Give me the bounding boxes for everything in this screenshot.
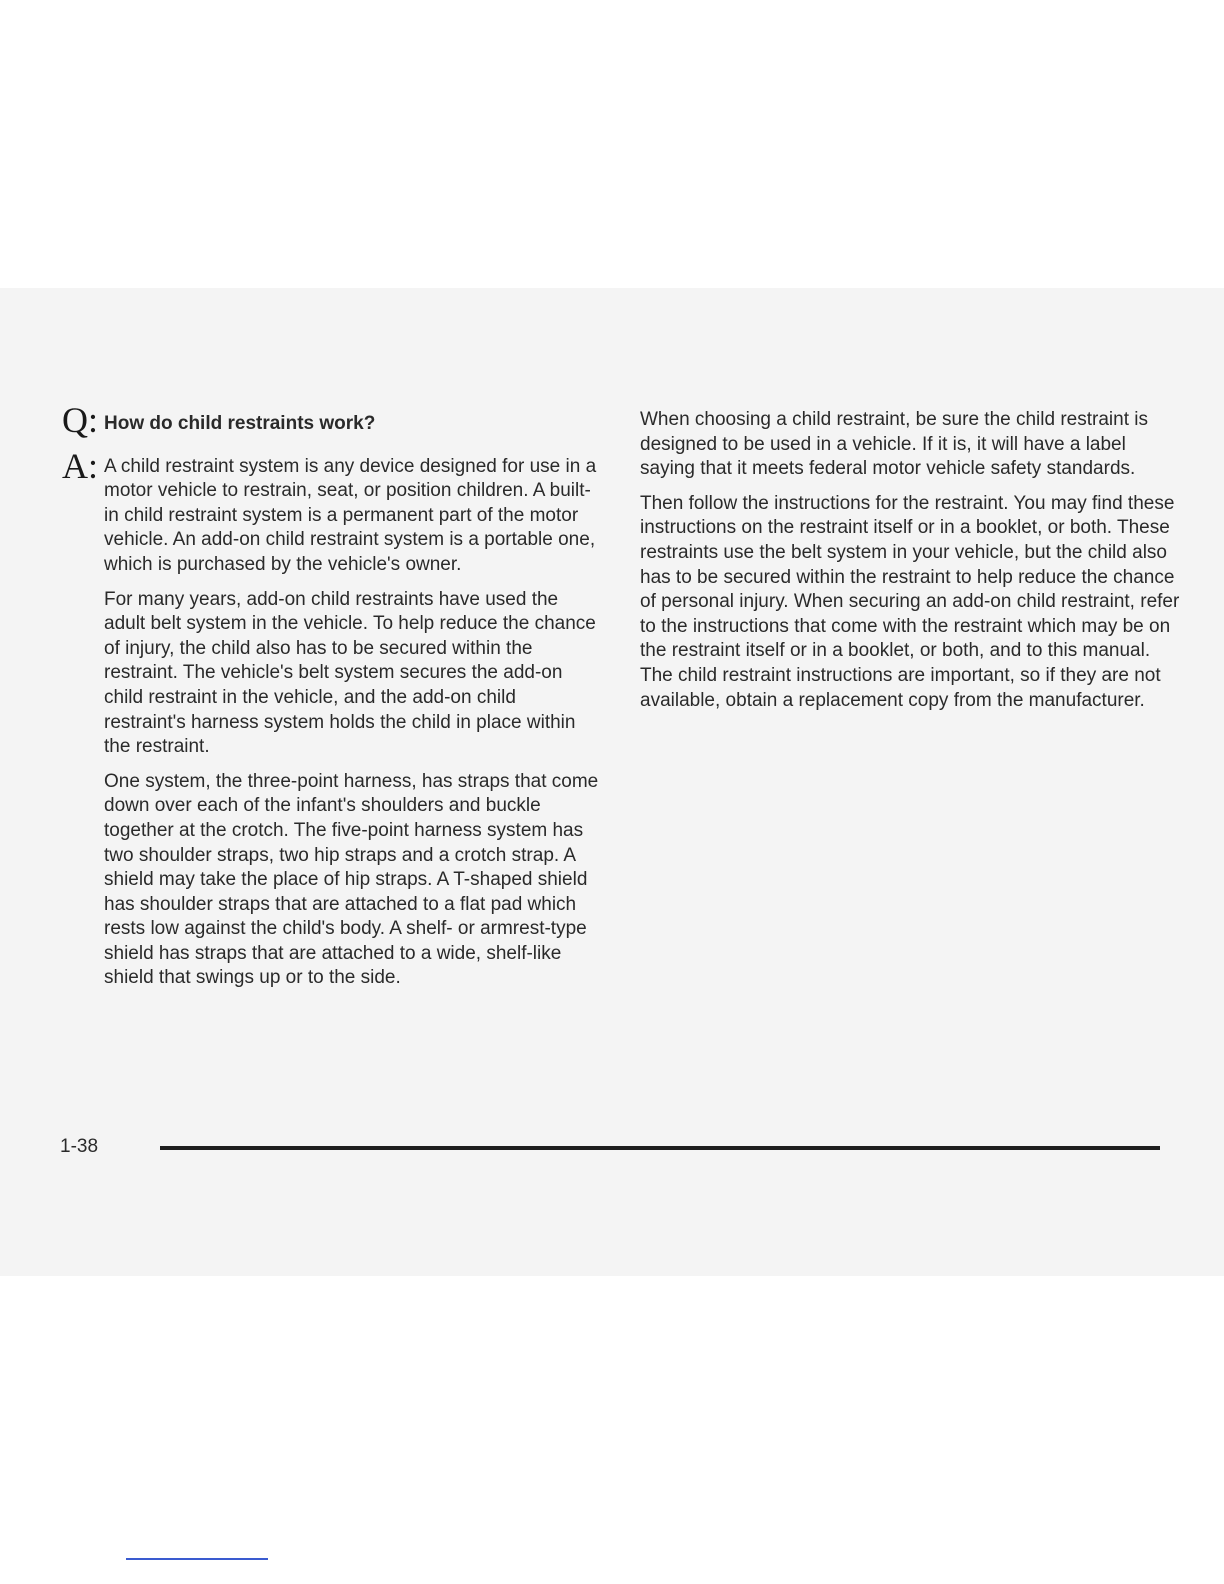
answer-paragraph-1: A child restraint system is any device designed for use in a motor vehicle to restrain, seat, or position children. A built-in child restraint system is a permanent part of the motor vehicle. An add-on child restraint system is a portable one, which is purchased by the vehicle's owner.: [104, 455, 597, 575]
footer-divider: [160, 1146, 1160, 1150]
answer-paragraph-3: One system, the three-point harness, has straps that come down over each of the infant's shoulders and buckle together at the crotch. The five-point harness system has two shoulder straps, two hip straps and a crotch strap. A shield may take the place of hip straps. A T-shaped shield has shoulder straps that are attached to a flat pad which rests low against the child's body. A shelf- or armrest-type shield has straps that are attached to a wide, shelf-like shield that swings up or to the side.: [104, 770, 599, 989]
answer-marker: A:: [62, 445, 98, 486]
question-text: How do child restraints work?: [104, 413, 376, 434]
question-marker: Q:: [62, 400, 98, 440]
right-paragraph-2: Then follow the instructions for the restraint. You may find these instructions on the restraint itself or in a booklet, or both. These restraints use the belt system in your vehicle, but the child also has to be secured within the restraint to help reduce the chance of personal injury. When securing an add-on child restraint, refer to the instructions that come with the restraint which may be on the restraint itself or in a booklet, or both, and to this manual. The child restraint instructions are important, so if they are not available, obtain a replacement copy from the manufacturer.: [640, 492, 1180, 711]
answer-block: [62, 445, 602, 578]
answer-paragraph-2: For many years, add-on child restraints have used the adult belt system in the vehicle. To help reduce the chance of injury, the child also has to be secured within the restraint. The vehicle's belt system secures the add-on child restraint in the vehicle, and the add-on child restraint's harness system holds the child in place within the restraint.: [104, 588, 596, 758]
right-column: [640, 408, 1180, 723]
bottom-link-underline: [126, 1558, 268, 1560]
question-block: [62, 400, 602, 440]
page-number: 1-38: [60, 1136, 99, 1157]
left-column: [62, 400, 602, 1001]
right-paragraph-1: When choosing a child restraint, be sure the child restraint is designed to be used in a vehicle. If it is, it will have a label saying that it meets federal motor vehicle safety standards.: [640, 409, 1148, 480]
